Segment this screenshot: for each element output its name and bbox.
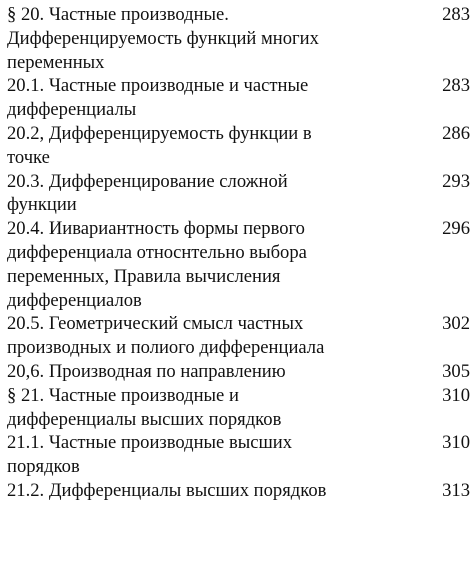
toc-entry-20	[7, 3, 470, 74]
toc-entry-title: 20.4. Иивариантность формы первого дифференциала отноcнтельно выбора переменных, Правила вычисления дифференциалов	[7, 218, 307, 311]
toc-entry-page: 310	[442, 432, 470, 454]
toc-entry-20-2	[7, 122, 470, 170]
toc-entry-page: 286	[442, 122, 470, 144]
toc-entry-page: 283	[442, 75, 470, 97]
toc-entry-page: 293	[442, 170, 470, 192]
toc-entry-page: 313	[442, 479, 470, 501]
toc-entry-title: § 21. Частные производные и дифференциалы высших порядков	[7, 384, 282, 430]
toc-entry-20-4	[7, 217, 470, 312]
toc-entry-title: § 20. Частные производные. Дифференцируемость функций многих переменных	[7, 4, 319, 73]
toc-entry-20-1	[7, 74, 470, 122]
toc-entry-title: 20.5. Геометрический смысл частных производных и полиого дифференциала	[7, 313, 325, 359]
toc-entry-20-3	[7, 170, 470, 218]
toc-entry-20-5	[7, 312, 470, 360]
toc-entry-page: 302	[442, 313, 470, 335]
toc-entry-page: 283	[442, 4, 470, 25]
toc-entry-title: 20,6. Производная по направлению	[7, 360, 286, 382]
table-of-contents	[7, 3, 470, 503]
toc-entry-page: 296	[442, 218, 470, 240]
toc-entry-21-2	[7, 479, 470, 503]
toc-entry-page: 310	[442, 384, 470, 406]
toc-entry-20-6	[7, 360, 470, 384]
toc-entry-title: 21.2. Дифференциалы высших порядков	[7, 479, 327, 501]
toc-entry-21-1	[7, 431, 470, 479]
toc-entry-title: 20.3. Дифференцирование сложной функции	[7, 170, 288, 216]
toc-entry-21	[7, 384, 470, 432]
toc-entry-title: 21.1. Частные производные высших порядков	[7, 432, 293, 478]
toc-entry-title: 20.2, Дифференцируемость функции в точке	[7, 122, 312, 168]
toc-entry-page: 305	[442, 360, 470, 382]
toc-entry-title: 20.1. Частные производные и частные дифференциалы	[7, 75, 309, 121]
